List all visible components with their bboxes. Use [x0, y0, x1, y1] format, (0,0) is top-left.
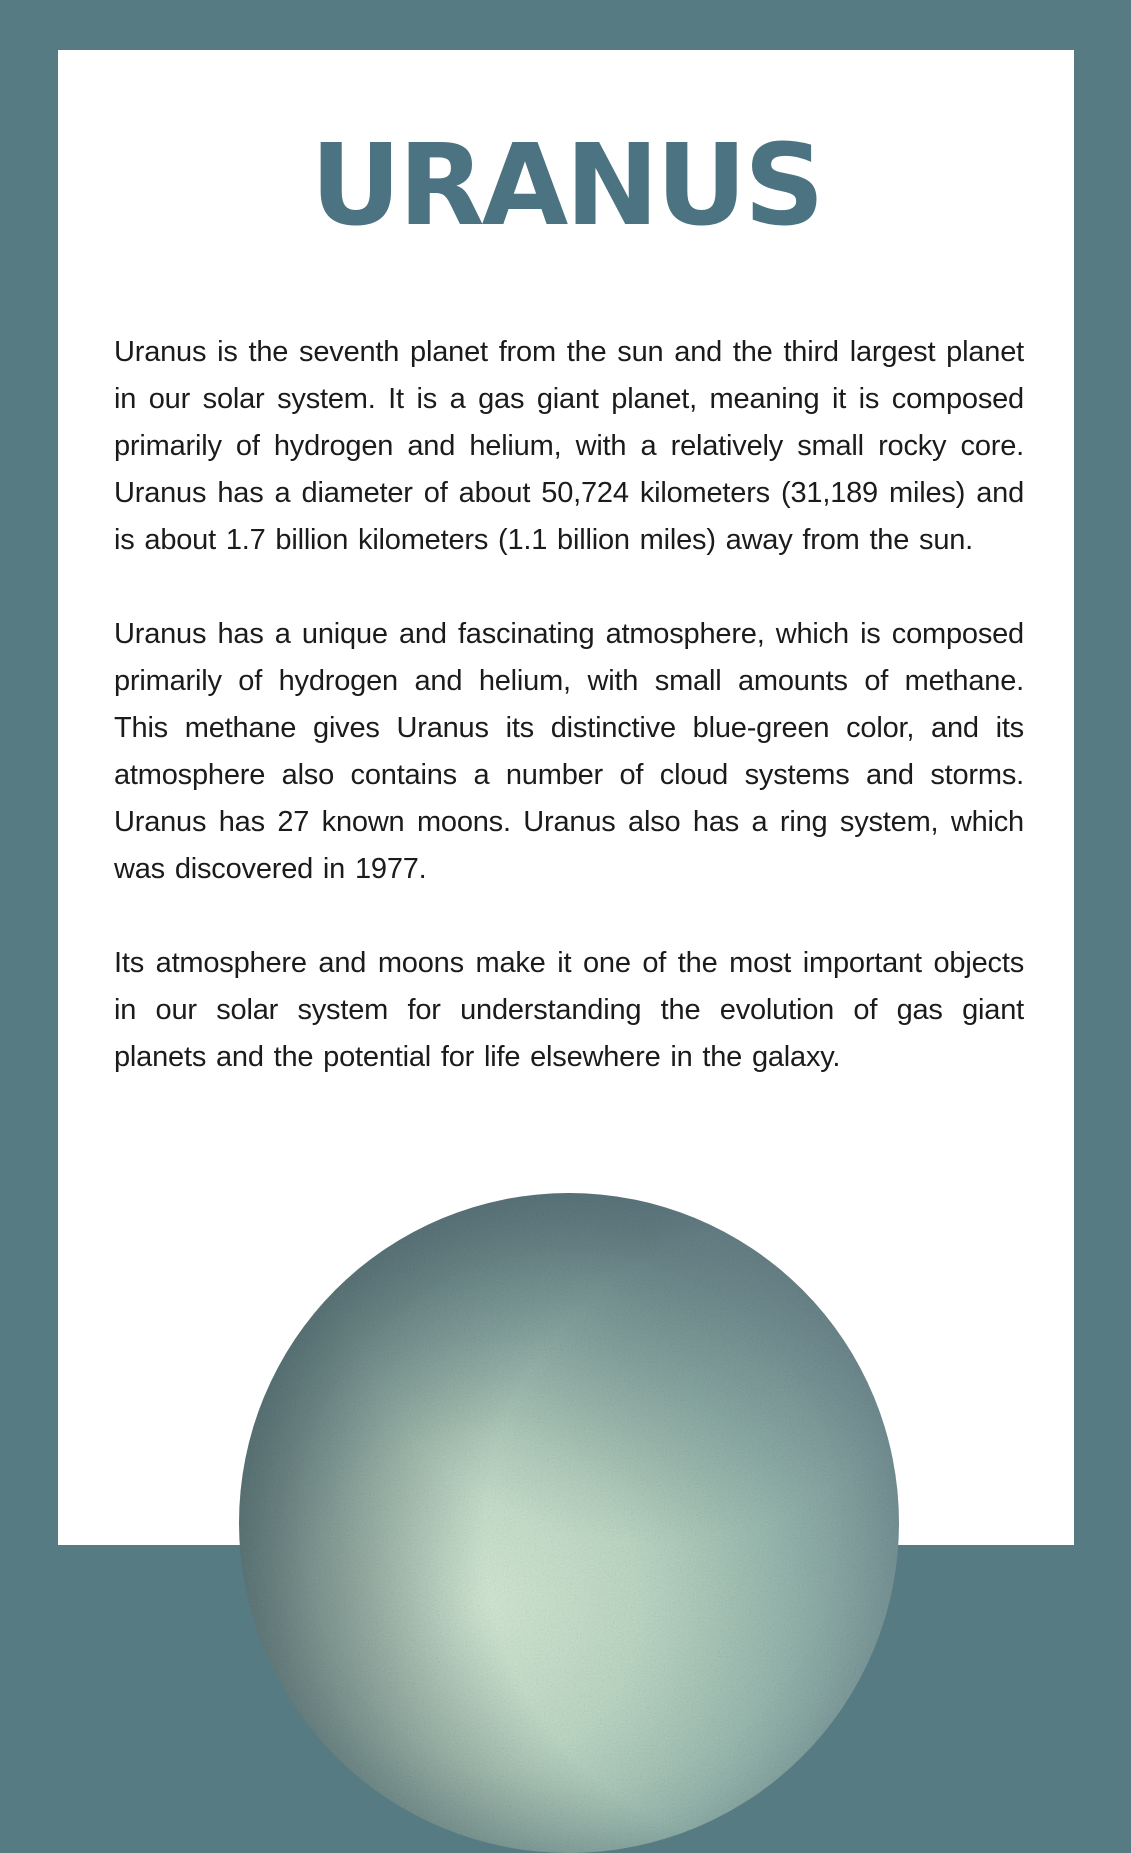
page-title: URANUS — [310, 121, 822, 251]
paragraph-intro: Uranus is the seventh planet from the sun and the third largest planet in our solar system. It is a gas giant planet, meaning it is composed primarily of hydrogen and helium, with a relatively small rocky core. Uranus has a diameter of about 50,724 kilometers (31,189 miles) and is about 1.7 billion kilometers (1.1 billion miles) away from the sun. — [114, 336, 1024, 557]
body-text — [58, 329, 1074, 1081]
uranus-planet-image — [239, 1193, 899, 1853]
paragraph-atmosphere: Uranus has a unique and fascinating atmosphere, which is composed primarily of hydrogen and helium, with small amounts of methane. This methane gives Uranus its distinctive blue-green color, and its atmosphere also contains a number of cloud systems and storms. Uranus has 27 known moons. Uranus also has a ring system, which was discovered in 1977. — [114, 618, 1024, 886]
paragraph-importance: Its atmosphere and moons make it one of the most important objects in our solar system for understanding the evolution of gas giant planets and the potential for life elsewhere in the galaxy. — [114, 947, 1024, 1074]
watercolor-texture — [239, 1193, 899, 1853]
